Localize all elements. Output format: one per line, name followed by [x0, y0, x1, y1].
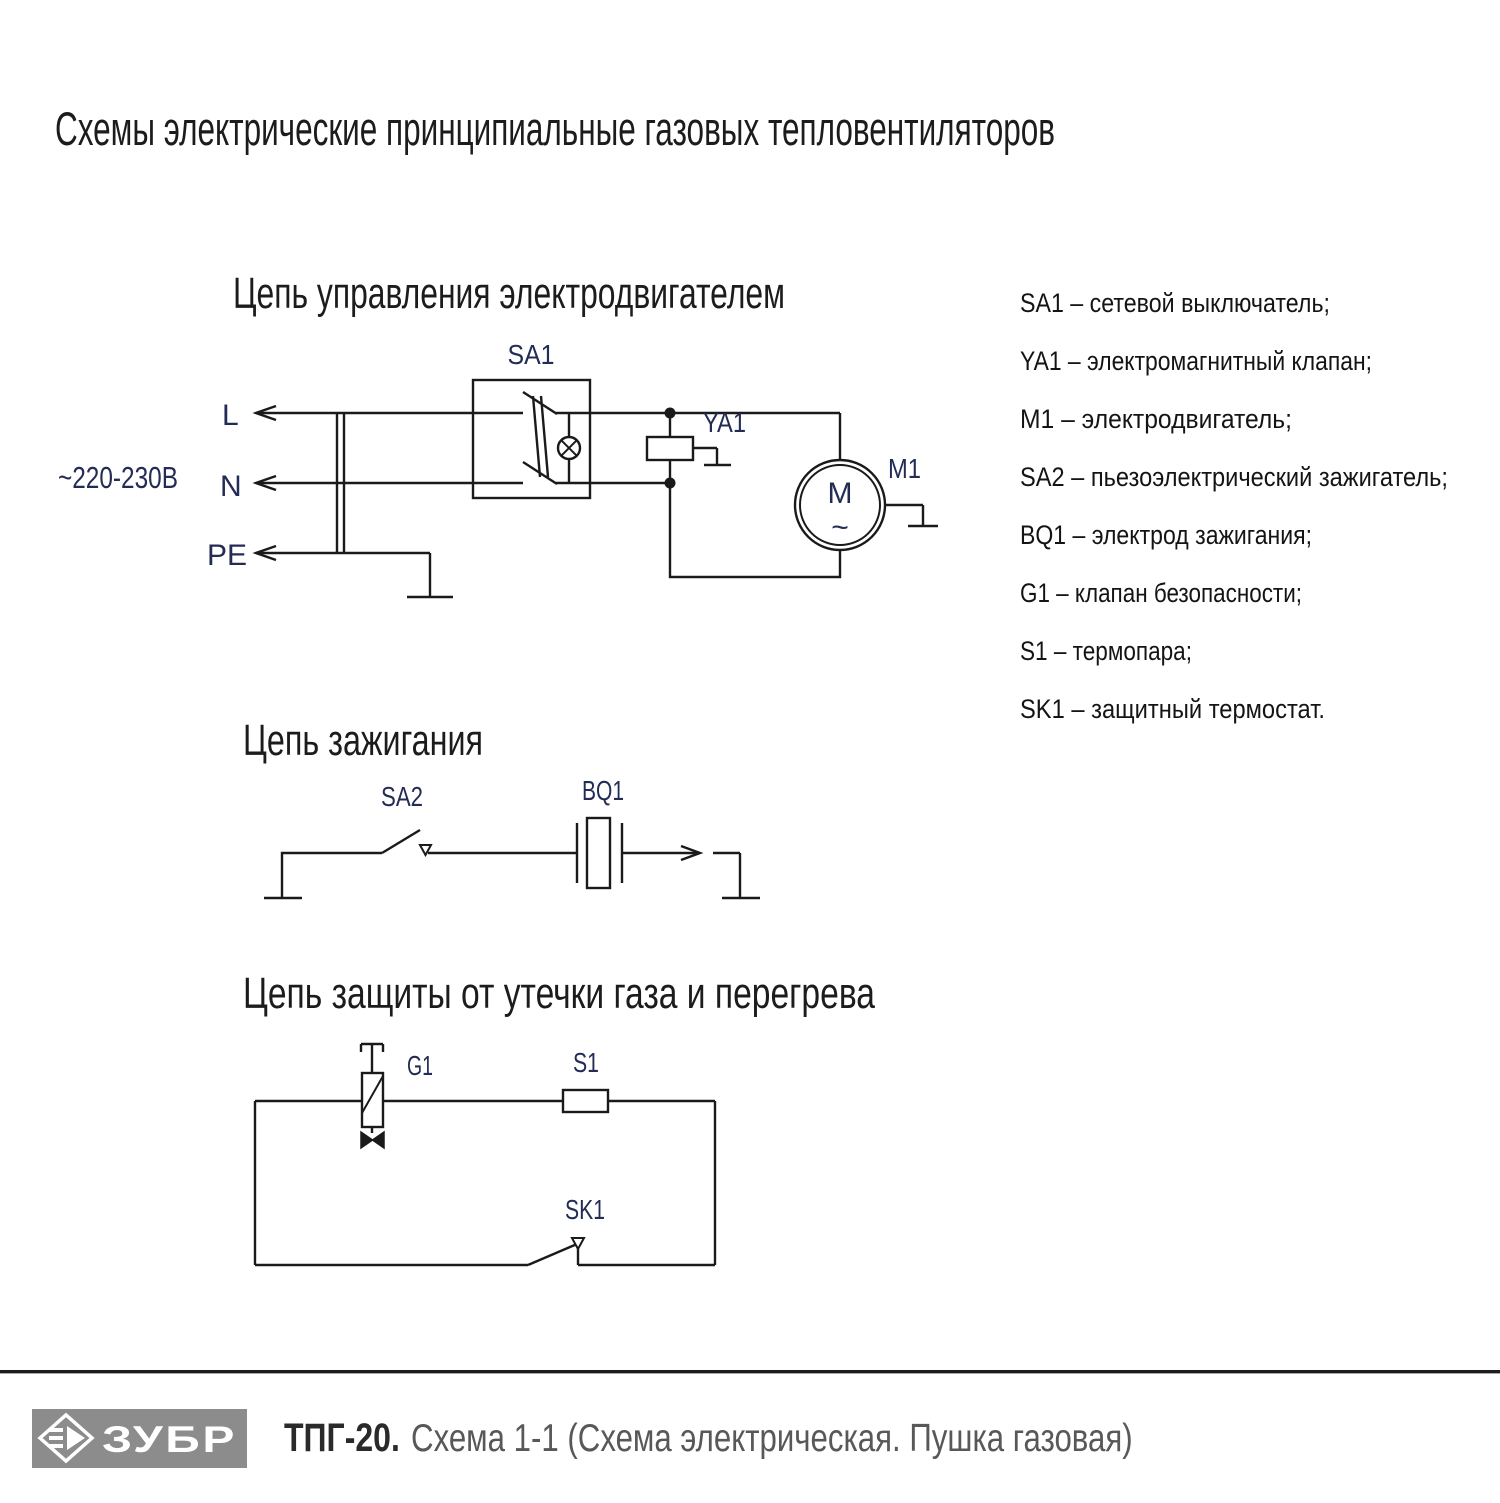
- ignition-left-ground-wire: [282, 853, 382, 898]
- legend-item: SA1 – сетевой выключатель;: [1020, 288, 1330, 318]
- valve-g1-label: G1: [407, 1050, 433, 1081]
- circuit-protection: [243, 969, 875, 1265]
- legend-item: YA1 – электромагнитный клапан;: [1020, 346, 1372, 376]
- scheme-caption: Схема 1-1 (Схема электрическая. Пушка газовая): [411, 1416, 1133, 1460]
- valve-g1-bowtie-icon: [361, 1132, 373, 1148]
- footer-caption: [284, 1409, 1133, 1468]
- model-label: ТПГ-20.: [284, 1416, 400, 1460]
- switch-sa1-label: SA1: [507, 339, 555, 370]
- legend-item: SA2 – пьезоэлектрический зажигатель;: [1020, 462, 1448, 492]
- ignition-right-stub-wire: [713, 853, 740, 898]
- motor-m-symbol: M: [827, 477, 853, 510]
- brand-e-icon: [49, 1430, 63, 1446]
- thermostat-sk1-label: SK1: [565, 1194, 605, 1225]
- motor-m1-label: M1: [888, 453, 921, 484]
- legend-item: BQ1 – электрод зажигания;: [1020, 520, 1312, 550]
- igniter-sa2-label: SA2: [381, 781, 423, 812]
- switch-sa1-blades: [523, 392, 557, 484]
- terminal-pe-label: PE: [207, 539, 248, 572]
- circuit2-title: Цепь зажигания: [243, 716, 483, 765]
- voltage-label: ~220-230В: [58, 460, 178, 495]
- legend-item: SK1 – защитный термостат.: [1020, 694, 1325, 724]
- legend-item: G1 – клапан безопасности;: [1020, 578, 1302, 608]
- wire-pe: [256, 553, 430, 597]
- valve-ya1-ground-wire: [693, 448, 717, 465]
- protection-loop-wires: [255, 1101, 715, 1265]
- terminal-n-label: N: [220, 470, 242, 503]
- terminal-l-label: L: [222, 399, 239, 432]
- valve-ya1-label: YA1: [703, 407, 746, 438]
- motor-ground-wire: [885, 505, 923, 526]
- thermostat-sk1-blade: [528, 1244, 577, 1265]
- electrode-bq1-body: [587, 818, 610, 888]
- valve-g1-bowtie-icon: [373, 1132, 385, 1148]
- thermocouple-s1-label: S1: [573, 1047, 599, 1078]
- brand-logo: [32, 1409, 247, 1468]
- circuit-motor-control: [58, 269, 938, 597]
- lamp-cross-icon: [561, 440, 577, 456]
- valve-ya1-body: [647, 437, 693, 460]
- igniter-sa2-blade: [382, 830, 420, 853]
- page-title: Схемы электрические принципиальные газовых тепловентиляторов: [55, 102, 1055, 155]
- circuit3-title: Цепь защиты от утечки газа и перегрева: [243, 969, 876, 1018]
- footer: [0, 1370, 1500, 1503]
- thermostat-sk1-contact-icon: [572, 1238, 584, 1249]
- circuit-ignition: [243, 716, 760, 898]
- legend: [1020, 288, 1448, 724]
- motor-ac-symbol: ~: [831, 511, 849, 544]
- electrode-bq1-label: BQ1: [582, 775, 624, 806]
- legend-item: S1 – термопара;: [1020, 636, 1192, 666]
- brand-logo-graphic: [32, 1409, 247, 1468]
- brand-name: ЗУБР: [102, 1419, 237, 1460]
- circuit1-title: Цепь управления электродвигателем: [233, 269, 785, 318]
- thermocouple-s1-body: [563, 1090, 608, 1112]
- legend-item: M1 – электродвигатель;: [1020, 404, 1292, 434]
